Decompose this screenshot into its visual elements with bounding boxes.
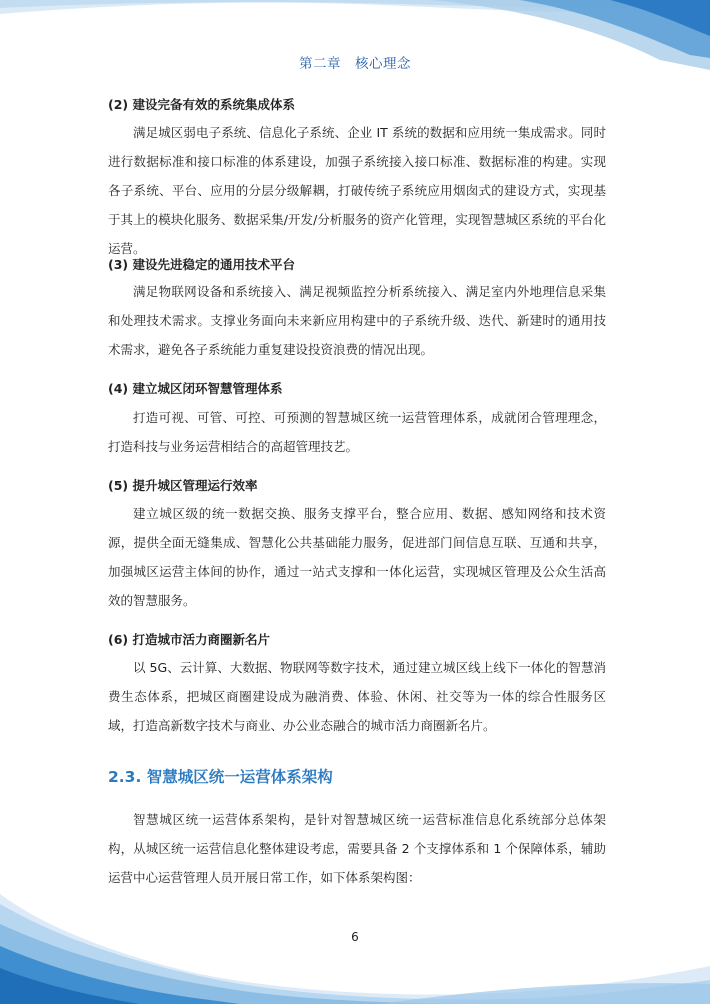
section-paragraph-4: 打造可视、可管、可控、可预测的智慧城区统一运营管理体系，成就闭合管理理念，打造科技与业务运营相结合的高超管理技艺。 <box>108 410 606 454</box>
chapter-title: 第二章 核心理念 <box>299 56 411 72</box>
section-heading-5: (5) 提升城区管理运行效率 <box>108 478 258 493</box>
section-heading-4: (4) 建立城区闭环智慧管理体系 <box>108 381 283 396</box>
section-heading-6: (6) 打造城市活力商圈新名片 <box>108 632 270 647</box>
section-heading-2-3: 2.3. 智慧城区统一运营体系架构 <box>108 768 333 786</box>
section-paragraph-6: 以 5G、云计算、大数据、物联网等数字技术，通过建立城区线上线下一体化的智慧消费生态体系，把城区商圈建设成为融消费、体验、休闲、社交等为一体的综合性服务区域，打造高新数字技术与商业、办公业态融合的城市活力商圈新名片。 <box>108 660 606 733</box>
footer-wave-decoration <box>0 894 710 1004</box>
section-heading-3: (3) 建设先进稳定的通用技术平台 <box>108 257 295 272</box>
section-paragraph-5: 建立城区级的统一数据交换、服务支撑平台，整合应用、数据、感知网络和技术资源，提供全面无缝集成、智慧化公共基础能力服务，促进部门间信息互联、互通和共享，加强城区运营主体间的协作，通过一站式支撑和一体化运营，实现城区管理及公众生活高效的智慧服务。 <box>108 506 606 608</box>
section-paragraph-3: 满足物联网设备和系统接入、满足视频监控分析系统接入、满足室内外地理信息采集和处理技术需求。支撑业务面向未来新应用构建中的子系统升级、迭代、新建时的通用技术需求，避免各子系统能力重复建设投资浪费的情况出现。 <box>108 284 606 357</box>
section-paragraph-2-3: 智慧城区统一运营体系架构，是针对智慧城区统一运营标准信息化系统部分总体架构，从城区统一运营信息化整体建设考虑，需要具备 2 个支撑体系和 1 个保障体系，辅助运营中心运营管理人员开展日常工作，如下体系架构图： <box>108 812 606 885</box>
section-heading-2: (2) 建设完备有效的系统集成体系 <box>108 97 295 112</box>
section-paragraph-2: 满足城区弱电子系统、信息化子系统、企业 IT 系统的数据和应用统一集成需求。同时进行数据标准和接口标准的体系建设，加强子系统接入接口标准、数据标准的构建。实现各子系统、平台、应用的分层分级解耦，打破传统子系统应用烟囱式的建设方式，实现基于其上的模块化服务、数据采集/开发/分析服务的资产化管理，实现智慧城区系统的平台化运营。 <box>108 125 606 256</box>
page-number: 6 <box>351 930 359 944</box>
